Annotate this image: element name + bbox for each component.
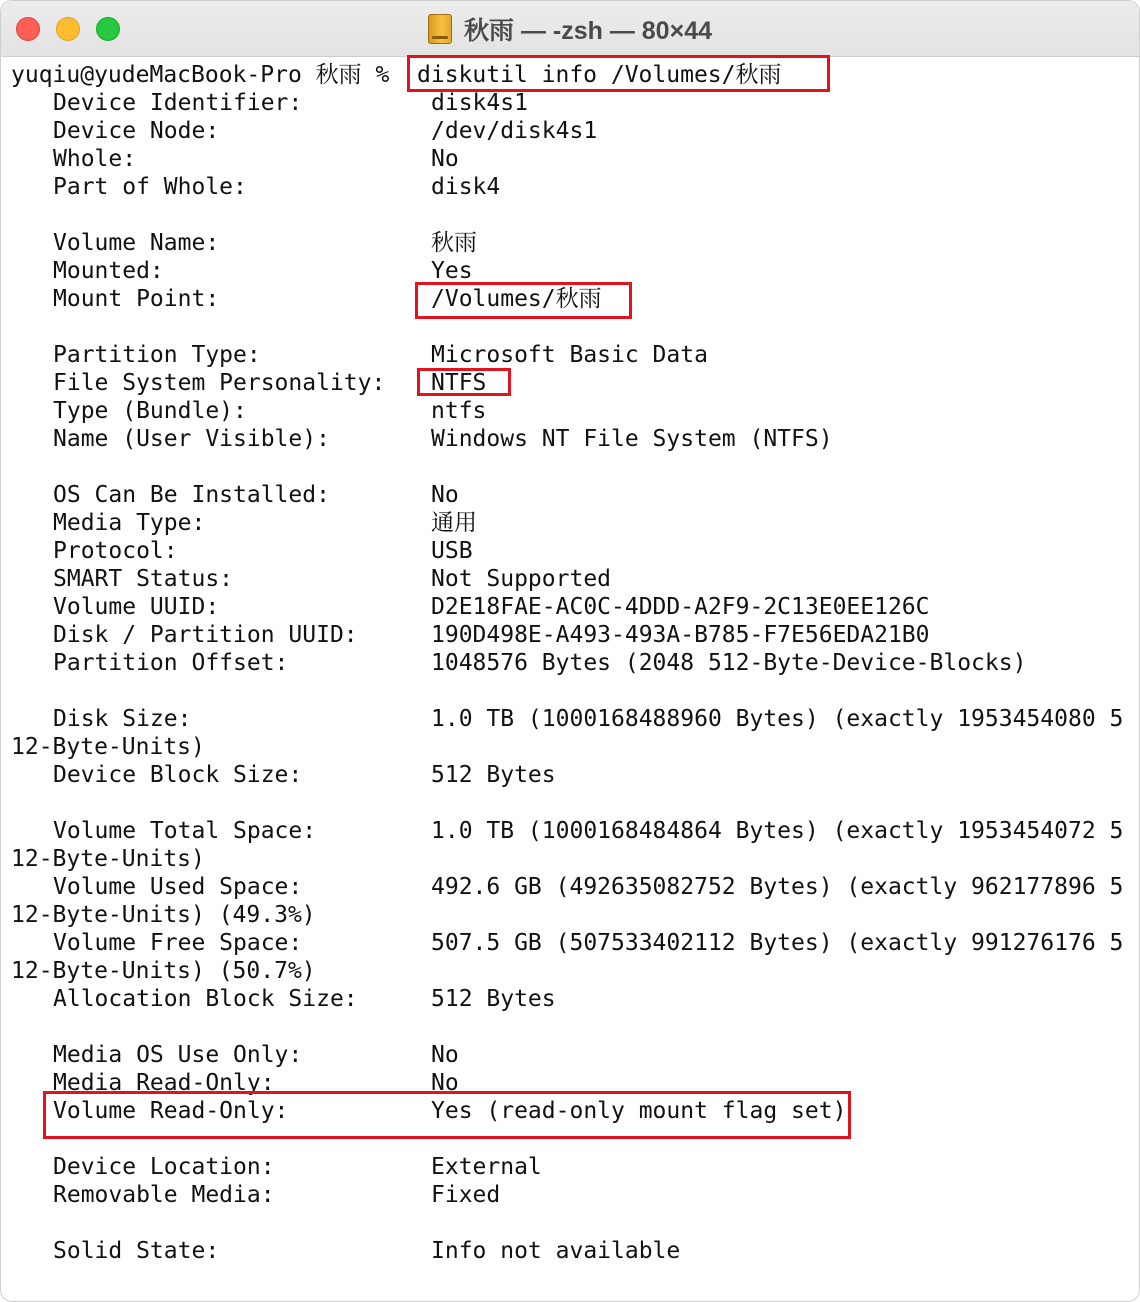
info-key: Device Location: [53, 1154, 275, 1180]
info-value: 512 Bytes [431, 986, 556, 1012]
info-value: No [431, 146, 459, 172]
info-value: Microsoft Basic Data [431, 342, 708, 368]
info-key: Name (User Visible): [53, 426, 330, 452]
info-value: Yes [431, 258, 473, 284]
info-value: ntfs [431, 398, 487, 424]
window-title-area [1, 1, 1139, 57]
info-key: Allocation Block Size: [53, 986, 358, 1012]
info-key: Partition Type: [53, 342, 261, 368]
info-value: USB [431, 538, 473, 564]
info-value: 492.6 GB (492635082752 Bytes) (exactly 962177896 5 [431, 874, 1124, 900]
info-key: Type (Bundle): [53, 398, 247, 424]
info-value: No [431, 1070, 459, 1096]
info-key: Device Block Size: [53, 762, 303, 788]
info-key: Partition Offset: [53, 650, 289, 676]
info-value: disk4 [431, 174, 501, 200]
info-value: 1.0 TB (1000168484864 Bytes) (exactly 1953454072 5 [431, 818, 1124, 844]
info-value: /dev/disk4s1 [431, 118, 598, 144]
info-key: Device Identifier: [53, 90, 303, 116]
info-value: Windows NT File System (NTFS) [431, 426, 833, 452]
title-bar [1, 1, 1139, 57]
info-value: 秋雨 [431, 230, 477, 256]
info-wrap-line: 12-Byte-Units) [11, 846, 205, 872]
info-key: Volume Free Space: [53, 930, 303, 956]
info-key: SMART Status: [53, 566, 234, 592]
info-value: Fixed [431, 1182, 501, 1208]
info-key: Volume Read-Only: [53, 1098, 289, 1124]
info-value: No [431, 482, 459, 508]
info-value: 通用 [431, 510, 477, 536]
info-value: /Volumes/秋雨 [431, 286, 602, 312]
info-value: Not Supported [431, 566, 612, 592]
info-key: Mount Point: [53, 286, 220, 312]
info-key: OS Can Be Installed: [53, 482, 330, 508]
info-key: Removable Media: [53, 1182, 275, 1208]
info-key: Device Node: [53, 118, 220, 144]
info-wrap-line: 12-Byte-Units) (49.3%) [11, 902, 316, 928]
info-key: Whole: [53, 146, 137, 172]
info-key: File System Personality: [53, 370, 386, 396]
info-value: D2E18FAE-AC0C-4DDD-A2F9-2C13E0EE126C [431, 594, 930, 620]
info-value: 512 Bytes [431, 762, 556, 788]
info-key: Solid State: [53, 1238, 220, 1264]
info-key: Volume Total Space: [53, 818, 317, 844]
terminal-output[interactable] [1, 61, 1139, 1302]
info-value: Yes (read-only mount flag set) [431, 1098, 847, 1124]
info-key: Disk / Partition UUID: [53, 622, 358, 648]
info-value: 1048576 Bytes (2048 512-Byte-Device-Blocks) [431, 650, 1027, 676]
command-text: diskutil info /Volumes/秋雨 [417, 62, 782, 88]
info-value: Info not available [431, 1238, 681, 1264]
info-value: NTFS [431, 370, 487, 396]
info-value: External [431, 1154, 542, 1180]
info-key: Volume UUID: [53, 594, 220, 620]
info-key: Media OS Use Only: [53, 1042, 303, 1068]
info-value: 507.5 GB (507533402112 Bytes) (exactly 991276176 5 [431, 930, 1124, 956]
info-key: Disk Size: [53, 706, 192, 732]
info-key: Media Read-Only: [53, 1070, 275, 1096]
info-value: No [431, 1042, 459, 1068]
info-key: Mounted: [53, 258, 164, 284]
info-key: Volume Used Space: [53, 874, 303, 900]
info-key: Volume Name: [53, 230, 220, 256]
prompt-text: yuqiu@yudeMacBook-Pro 秋雨 % [11, 62, 390, 88]
info-value: disk4s1 [431, 90, 528, 116]
info-value: 190D498E-A493-493A-B785-F7E56EDA21B0 [431, 622, 930, 648]
window-title: 秋雨 — -zsh — 80×44 [464, 17, 712, 45]
info-key: Media Type: [53, 510, 206, 536]
info-key: Protocol: [53, 538, 178, 564]
info-value: 1.0 TB (1000168488960 Bytes) (exactly 1953454080 5 [431, 706, 1124, 732]
external-drive-icon [428, 14, 452, 44]
info-key: Part of Whole: [53, 174, 247, 200]
info-wrap-line: 12-Byte-Units) (50.7%) [11, 958, 316, 984]
info-wrap-line: 12-Byte-Units) [11, 734, 205, 760]
